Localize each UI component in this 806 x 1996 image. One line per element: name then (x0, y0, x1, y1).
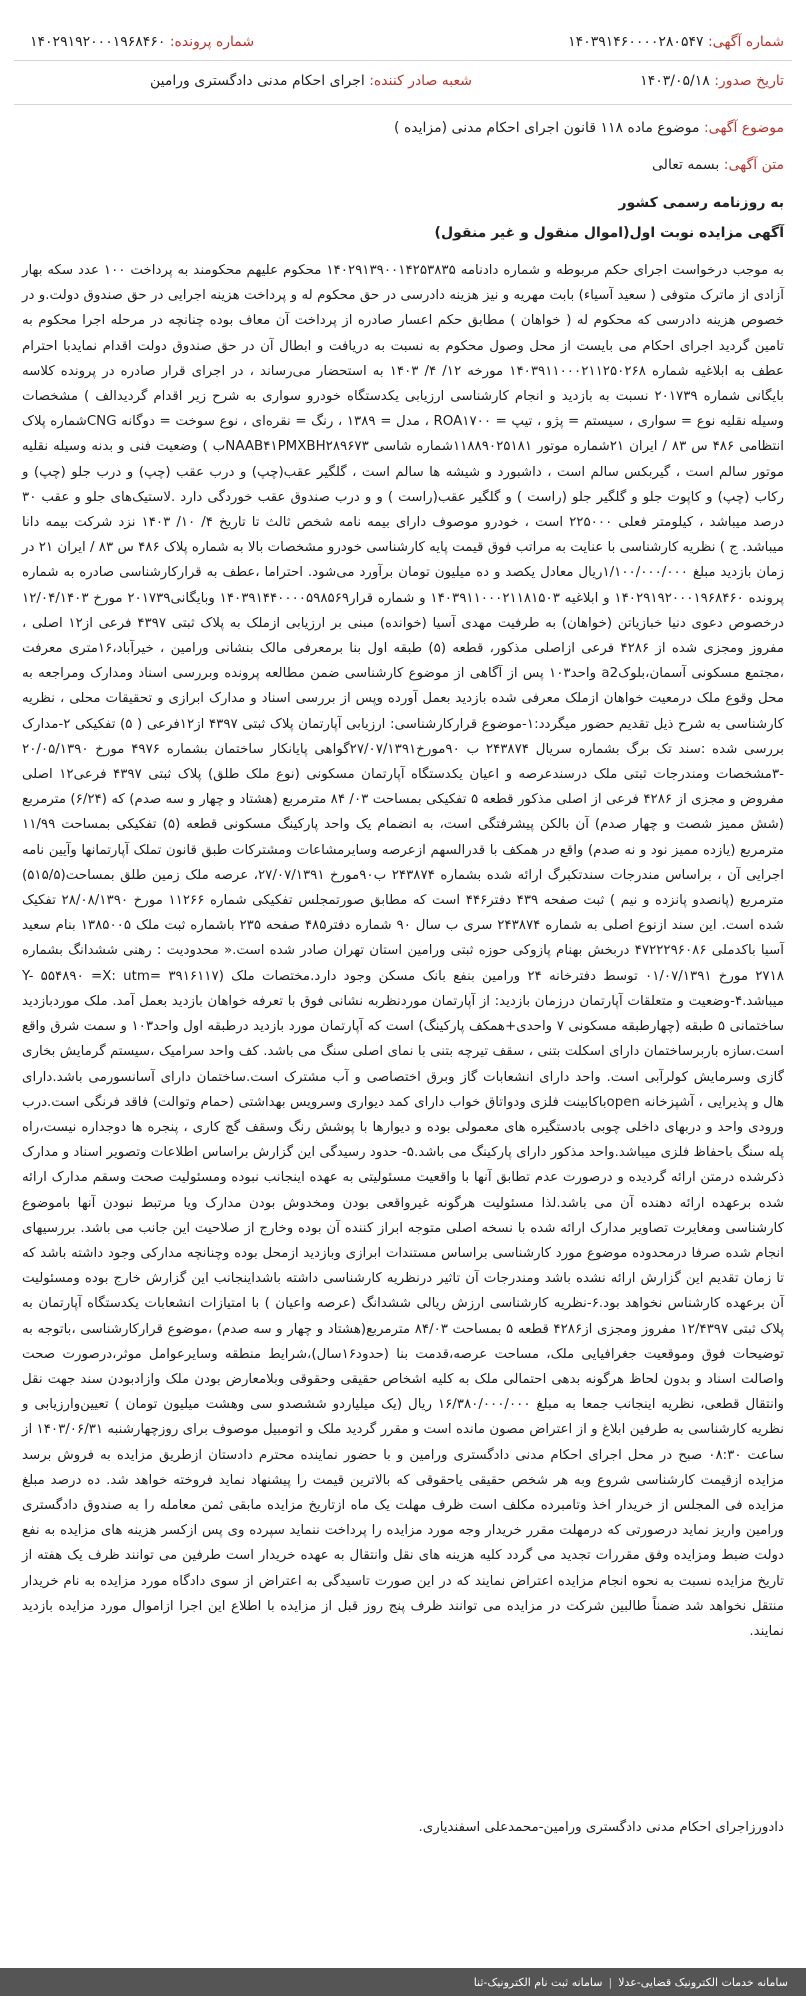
footer-link-sana[interactable]: سامانه ثبت نام الکترونیک-ثنا (473, 1975, 603, 1989)
text-label: متن آگهی: (723, 157, 784, 173)
divider (14, 60, 792, 61)
file-number-label: شماره پرونده: (169, 34, 255, 50)
file-number-value: ۱۴۰۲۹۱۹۲۰۰۰۱۹۶۸۴۶۰ (30, 34, 166, 50)
ad-number-row (568, 34, 784, 50)
footer-bar (0, 1968, 806, 1996)
signature: دادورزاجرای احکام مدنی دادگستری ورامین-محمدعلی اسفندیاری. (418, 1820, 784, 1835)
ad-body-text: به موجب درخواست اجرای حکم مربوطه و شماره دادنامه ۱۴۰۲۹۱۳۹۰۰۱۴۲۵۳۸۳۵ محکوم علیهم محکومند به پرداخت ۱۰۰ عدد سکه بهار آزادی از ماترک متوفی ( سعید آسیاء) بابت مهریه و نیز هزینه دادرسی در حق محکوم له و پرداخت هزینه اجرایی در حق صندوق دولت.و در خصوص هزینه دادرسی که محکوم له ( خواهان ) مطابق حکم اعسار صادره از پرداخت آن معاف بوده چنانچه در مرحله اجرا محکوم به تامین گردید اجرای احکام می بایست از محل وصول محکوم به نسبت به دریافت و ابطال آن در حق صندوق دولت اقدام نمایدبا احترام عطف به ابلاغیه شماره ۱۴۰۳۹۱۱۰۰۰۲۱۱۲۵۰۲۶۸ مورخه ۱۲/ ۴/ ۱۴۰۳ به استحضار می‌رساند ، در اجرای قرار صادره در پرونده کلاسه بایگانی شماره ۲۰۱۷۳۹ نسبت به بازدید و انجام کارشناسی ارزیابی یکدستگاه خودرو سواری به شرح زیر اقدام گردیدالف ) مشخصات وسیله نقلیه نوع = سواری ، سیستم = پژو ، تیپ = ROA۱۷۰۰ ، مدل = ۱۳۸۹ ، رنگ = نقره‌ای ، نوع سوخت = دوگانه CNGشماره پلاک انتظامی ۴۸۶ س ۸۳ / ایران ۲۱شماره موتور ۱۱۸۸۹۰۲۵۱۸۱شماره شاسی NAAB۴۱PMXBH۲۸۹۶۷۳ب ) وضعیت فنی و بدنه وسیله نقلیه موتور سالم است ، گیربکس سالم است ، داشبورد و شیشه ها سالم است ، گلگیر عقب(چپ) و درب عقب (چپ) و درب جلو (چپ) و رکاب (چپ) و کاپوت جلو و گلگیر جلو (راست ) و گلگیر عقب(راست ) و و درب صندوق عقب خوردگی دارد .لاستیک‌های جلو و عقب ۳۰ درصد میباشد ، کیلومتر فعلی ۲۲۵۰۰۰ است ، خودرو موصوف دارای بیمه نامه شخص ثالث تا تاریخ ۴/ ۱۰/ ۱۴۰۳ نزد شرکت بیمه دانا میباشد. ج ) نظریه کارشناسی با عنایت به مراتب فوق قیمت پایه کارشناسی خودرو مشخصات بالا به شماره پلاک ۴۸۶ س ۸۳ / ایران ۲۱ در زمان بازدید مبلغ ۱/۱۰۰/۰۰۰/۰۰۰ریال معادل یکصد و ده میلیون تومان برآورد می‌شود. احتراما ،عطف به قرارکارشناسی صادره به شماره پرونده ۱۴۰۲۹۱۹۲۰۰۰۱۹۶۸۴۶۰ و ابلاغیه ۱۴۰۳۹۱۱۰۰۰۲۱۱۸۱۵۰۳ و شماره قرار۱۴۰۳۹۱۴۴۰۰۰۰۵۹۸۵۶۹ وبایگانی۲۰۱۷۳۹ مورخ ۱۲/۰۴/۱۴۰۳ درخصوص دعوی دنیا خبازیاتن (خواهان) به طرفیت مهدی آسیا (خوانده) مبنی بر ارزیابی ازملک به پلاک ثبتی ۴۳۹۷ فرعی از۱۲ اصلی ، مفروز ومجزی شده از ۴۲۸۶ فرعی ازاصلی مذکور، قطعه (۵) طبقه اول بنا برمعرفی مالک بنشانی ورامین ، خیرآباد،۱۶متری معرفت ،مجتمع مسکونی آسمان،بلوکa2 واحد۱۰۳ پس از آگاهی از موضوع کارشناسی ضمن مطالعه پرونده وبررسی اسناد ومدارک ومراجعه به محل وقوع ملک درمعیت خواهان ازملک معرفی شده بازدید بعمل آورده وپس از بررسی اسناد و مدارک ابرازی و تحقیقات محلی ، نظریه کارشناسی به شرح ذیل تقدیم حضور میگردد:۱-موضوع قرارکارشناسی: ارزیابی آپارتمان پلاک ثبتی ۴۳۹۷ از۱۲فرعی ( ۵) تفکیکی ۲-مدارک بررسی شده :سند تک برگ بشماره سریال ۲۴۳۸۷۴ ب ۹۰مورخ۲۷/۰۷/۱۳۹۱گواهی پایانکار ساختمان بشماره ۴۹۷۶ مورخ ۲۰/۰۵/۱۳۹۰ -۳مشخصات ومندرجات ثبتی ملک درسندعرصه و اعیان یکدستگاه آپارتمان مسکونی (نوع ملک طلق) پلاک ثبتی ۴۳۹۷ فرعی۱۲ اصلی مفروض و مجزی از ۴۲۸۶ فرعی از اصلی مذکور قطعه ۵ تفکیکی بمساحت ۰۳/ ۸۴ مترمربع (هشتاد و چهار و سه صدم) که (۶/۲۴) مترمربع (شش ممیز شصت و چهار صدم) آن بالکن پیشرفتگی است، به انضمام یک واحد پارکینگ مسکونی قطعه (۵) تفکیکی بمساحت ۱۱/۹۹ مترمربع (یازده ممیز نود و نه صدم) واقع در همکف با قدرالسهم ازعرصه وسایرمشاعات ومشترکات طبق قانون تملک آپارتمانها وآیین نامه اجرایی آن ، براساس مندرجات سندتکبرگ ارائه شده بشماره ۲۴۳۸۷۴ ب۹۰مورخ ۲۷/۰۷/۱۳۹۱، عرصه ملک زمین طلق بمساحت(۵۱۵/۵) مترمربع (پانصدو پانزده و نیم ) ثبت صفحه ۴۳۹ دفتر۴۴۶ است که مطابق صورتمجلس تفکیکی شماره ۱۱۲۶۶ مورخ ۲۸/۰۸/۱۳۹۰ تفکیک شده است. این سند ازنوع اصلی به شماره ۲۴۳۸۷۴ سری ب سال ۹۰ شماره دفتر۴۸۵ صفحه ۲۳۵ باشماره ثبت ملک ۱۳۸۵۰۰۵ بنام سعید آسیا باکدملی ۴۷۲۲۲۹۶۰۸۶ دربخش بهنام پازوکی حوزه ثبتی ورامین استان تهران صادر شده است.« محدودیت : رهنی ششدانگ بشماره ۲۷۱۸ مورخ ۰۱/۰۷/۱۳۹۱ توسط دفترخانه ۲۴ ورامین بنفع بانک مسکن وجود دارد.مختصات ملک (۳۹۱۶۱۱۷ =Y- ۵۵۴۸۹۰ =X: utm میباشد.۴-وضعیت و متعلقات آپارتمان درزمان بازدید: از آپارتمان موردنظربه نشانی فوق با تعرفه خواهان بازدید بعمل آمد. ملک موردبازدید ساختمانی ۵ طبقه (چهارطبقه مسکونی ۷ واحدی+همکف پارکینگ) است که آپارتمان مورد بازدید درطبقه اول واحد۱۰۳ و سمت شرق واقع است.سازه باربرساختمان دارای اسکلت بتنی ، سقف تیرچه بتنی با نمای اصلی سنگ می باشد. کف واحد سرامیک ،سیستم گرمایش بخاری گازی وسرمایش کولرآبی است. واحد دارای انشعابات گاز وبرق اختصاصی و آب مشترک است.ساختمان دارای آسانسورمی باشد.دارای هال و پذیرایی ، آشپزخانه openباکابینت فلزی ودواتاق خواب دارای کمد دیواری وسرویس بهداشتی (حمام وتوالت) فاقد فرنگی است.درب ورودی واحد و دربهای داخلی چوبی بادستگیره های معمولی بوده و دیوارها با پوشش رنگ وسقف گچ کاری ، پنجره ها دوجداره نیست،راه پله سنگ باحفاظ فلزی میباشد.واحد مذکور دارای پارکینگ می باشد.۵- حدود رسیدگی این گزارش براساس اطلاعات وتصویر اسناد و مدارک ذکرشده درمتن ارائه گردیده و درصورت عدم تطابق آنها با واقعیت مسئولیتی به عهده اینجانب نبوده ومسئولیت صحت وسقم مدارک ارائه شده برعهده ارائه دهنده آن می باشد.لذا مسئولیت هرگونه غیرواقعی بودن ومخدوش بودن مدارک ویا مرتبط نبودن آنها باموضوع کارشناسی ومغایرت تصاویر مدارک ارائه شده با نسخه اصلی متوجه ابراز کننده آن بوده وخارج از صلاحیت این جانب می باشد. بررسیهای انجام شده صرفا درمحدوده موضوع مورد کارشناسی براساس مستندات ابرازی وبازدید ازمحل بوده وچنانچه مدارکی وجود داشته باشد که تا زمان تقدیم این گزارش ارائه نشده باشد ومندرجات آن تاثیر درنظریه کارشناسی داشته باشداینجانب این گزارش خارج بوده ومسئولیت آن برعهده کارشناس نخواهد بود.۶-نظریه کارشناسی ارزش ریالی ششدانگ (عرصه واعیان ) با امتیازات انشعابات یکدستگاه آپارتمان به پلاک ثبتی ۱۲/۴۳۹۷ مفروز ومجزی از۴۲۸۶ قطعه ۵ بمساحت ۸۴/۰۳ مترمربع(هشتاد و چهار و سه صدم) ،موضوع قرارکارشناسی ،باتوجه به توضیحات فوق وموقعیت جغرافیایی ملک، مساحت عرصه،قدمت بنا (حدود۱۶سال)،شرایط منطقه وسایرعوامل موثر،درصورت صحت واصالت اسناد و بدون لحاظ هرگونه بدهی احتمالی ملک به کلیه اشخاص حقیقی وحقوقی وبلامعارض بودن ملک وازادبودن سند جهت نقل وانتقال قطعی، نظریه اینجانب جمعا به مبلغ ۱۶/۳۸۰/۰۰۰/۰۰۰ ریال (یک میلیاردو ششصدو سی وهشت میلیون تومان ) تعیین‌وارزیابی و نظریه کارشناسی به طرفین ابلاغ و از اعتراض مصون مانده است و مقرر گردید ملک و اتومبیل موصوف برای روزچهارشنبه ۱۴۰۳/۰۶/۳۱ از ساعت ۰۸:۳۰ صبح در محل اجرای احکام مدنی دادگستری ورامین و با حضور نماینده محترم دادستان ازطریق مزایده به فروش برسد مزایده ازقیمت کارشناسی شروع وبه هر شخص حقیقی یاحقوقی که بالاترین قیمت را پیشنهاد نماید فروخته خواهد شد. ده درصد مبلغ مزایده فی المجلس از خریدار اخذ وتامبرده مکلف است ظرف مهلت یک ماه ازتاریخ مزایده مابقی ثمن معامله را به صندوق دادگستری ورامین واریز نماید درصورتی که درمهلت مقرر خریدار وجه مورد مزایده را پرداخت ننماید سپرده وی پس ازکسر هزینه های مزایده به نفع دولت ضبط ومزایده وفق مقررات تجدید می گردد کلیه هزینه های نقل وانتقال به عهده خریدار است طرفین می توانند ظرف یک هفته از تاریخ مزایده نسبت به نحوه انجام مزایده اعتراض نمایند که در این صورت تاسیدگی به اعتراض از سوی دادگاه مورد مزایده به نام خریدار منتقل نخواهد شد ضمناً طالبین شرکت در مزایده می توانند ظرف پنج روز قبل از مزایده با اطلاع این اجرا ازاموال مورد مزایده بازدید نمایند. (22, 263, 785, 1639)
issuer-row (150, 73, 472, 89)
subject-label: موضوع آگهی: (703, 120, 784, 136)
issue-date-value: ۱۴۰۳/۰۵/۱۸ (640, 73, 710, 89)
ad-number-value: ۱۴۰۳۹۱۴۶۰۰۰۰۲۸۰۵۴۷ (568, 34, 704, 50)
heading-auction: آگهی مزایده نوبت اول(اموال منقول و غیر منقول) (434, 225, 784, 241)
footer-separator: | (608, 1975, 613, 1989)
subject-row (394, 120, 784, 136)
text-value: بسمه تعالی (652, 157, 720, 173)
subject-value: موضوع ماده ۱۱۸ قانون اجرای احکام مدنی (مزایده ) (394, 120, 700, 136)
heading-newspaper: به روزنامه رسمی کشور (618, 195, 784, 211)
divider (14, 104, 792, 105)
file-number-row (30, 34, 254, 50)
issuer-value: اجرای احکام مدنی دادگستری ورامین (150, 73, 365, 89)
issuer-label: شعبه صادر کننده: (369, 73, 472, 89)
issue-date-label: تاریخ صدور: (714, 73, 784, 89)
issue-date-row (640, 73, 784, 89)
ad-number-label: شماره آگهی: (707, 34, 784, 50)
text-label-row (652, 157, 784, 173)
footer-link-adliran[interactable]: سامانه خدمات الکترونیک قضایی-عدلا (618, 1975, 788, 1989)
